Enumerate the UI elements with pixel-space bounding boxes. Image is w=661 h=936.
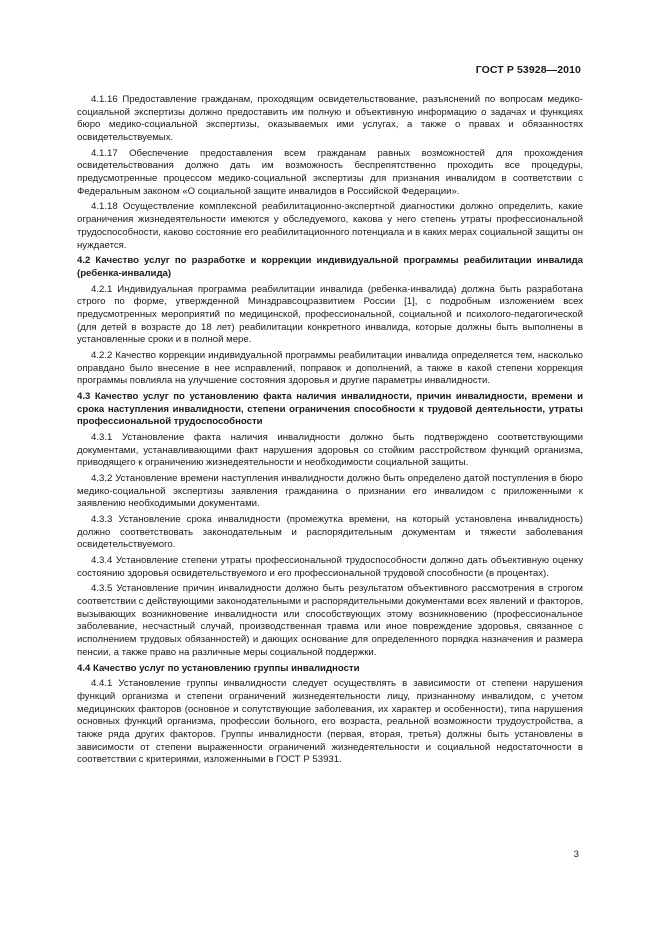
standard-header: ГОСТ Р 53928—2010 (475, 64, 581, 76)
paragraph-4-4-1: 4.4.1 Установление группы инвалидности следует осуществлять в зависимости от степени нарушения функций организма и степени ограничений жизнедеятельности лицу, признанному инвалидом, с учетом медицинских факторов (основное и сопутствующие заболевания, их характер и особенности), типа нарушения основных функций организма, профессии больного, его возраста, реальной возможности трудоустройства, а также ряда других факторов. Группы инвалидности (первая, вторая, третья) должны быть установлены в зависимости от степени выраженности ограничений жизнедеятельности и социальной недостаточности в соответствии с критериями, изложенными в ГОСТ Р 53931. (77, 678, 583, 766)
paragraph-4-3-4: 4.3.4 Установление степени утраты профессиональной трудоспособности должно дать объективную оценку состоянию здоровья освидетельствуемого и его профессиональной трудовой способности (в процентах). (77, 555, 583, 579)
paragraph-4-1-18: 4.1.18 Осуществление комплексной реабилитационно-экспертной диагностики должно определить, какие ограничения жизнедеятельности имеются у обследуемого, какова у него степень утраты профессиональной трудоспособности, каково состояние его реабилитационного потенциала и в каких мерах социальной защиты он нуждается. (77, 201, 583, 251)
section-heading-4-3: 4.3 Качество услуг по установлению факта наличия инвалидности, причин инвалидности, времени и срока наступления инвалидности, степени ограничения способности к трудовой деятельности, утраты профессиональной трудоспособности (77, 391, 583, 428)
paragraph-4-3-2: 4.3.2 Установление времени наступления инвалидности должно быть определено датой поступления в бюро медико-социальной экспертизы заявления гражданина о признании его инвалидом с приложенными к заявлению необходимыми документами. (77, 473, 583, 510)
paragraph-4-2-1: 4.2.1 Индивидуальная программа реабилитации инвалида (ребенка-инвалида) должна быть разработана строго по форме, утвержденной Минздравсоцразвитием России [1], с подробным изложением всех предусмотренных мероприятий по медицинской, профессиональной, социальной и психолого-педагогической (для детей в возрасте до 18 лет) реабилитации конкретного инвалида, которые должны быть выполнены в установленные сроки и в полной мере. (77, 283, 583, 346)
document-body (77, 94, 583, 770)
paragraph-4-1-16: 4.1.16 Предоставление гражданам, проходящим освидетельствование, разъяснений по вопросам медико-социальной экспертизы должно предоставить им полную и объективную информацию о задачах и функциях бюро медико-социальной экспертизы, оказываемых ими услугах, а также о правах и обязанностях освидетельствуемых. (77, 94, 583, 144)
paragraph-4-3-3: 4.3.3 Установление срока инвалидности (промежутка времени, на который установлена инвалидность) должно соответствовать законодательным и распорядительным документам и тяжести заболевания освидетельствуемого. (77, 514, 583, 551)
paragraph-4-1-17: 4.1.17 Обеспечение предоставления всем гражданам равных возможностей для прохождения освидетельствования должно дать им возможность беспрепятственно проходить все процедуры, предусмотренные процессом медико-социальной экспертизы для признания инвалидом в соответствии с Федеральным законом «О социальной защите инвалидов в Российской Федерации». (77, 147, 583, 197)
section-heading-4-2: 4.2 Качество услуг по разработке и коррекции индивидуальной программы реабилитации инвалида (ребенка-инвалида) (77, 255, 583, 279)
paragraph-4-3-1: 4.3.1 Установление факта наличия инвалидности должно быть подтверждено соответствующими документами, устанавливающими факт нарушения здоровья со стойким расстройством функций организма, приводящего к ограничению жизнедеятельности и необходимости социальной защиты. (77, 432, 583, 469)
page-number: 3 (573, 849, 579, 860)
paragraph-4-2-2: 4.2.2 Качество коррекции индивидуальной программы реабилитации инвалида определяется тем, насколько оправдано было внесение в нее исправлений, поправок и дополнений, а также в какой степени коррекция программы повлияла на улучшение состояния здоровья и другие параметры инвалидности. (77, 349, 583, 387)
section-heading-4-4: 4.4 Качество услуг по установлению группы инвалидности (77, 662, 360, 674)
paragraph-4-3-5: 4.3.5 Установление причин инвалидности должно быть результатом объективного рассмотрения в строгом соответствии с действующими законодательными и распорядительными документами всех явлений и факторов, вызывающих возникновение инвалидности или способствующих этому возникновению (профессиональное заболевание, несчастный случай, производственная травма или иное повреждение здоровья, связанное с исполнением трудовых обязанностей) и дающих основание для определенного порядка назначения и размера пенсии, а также право на различные меры социальной поддержки. (77, 583, 583, 658)
